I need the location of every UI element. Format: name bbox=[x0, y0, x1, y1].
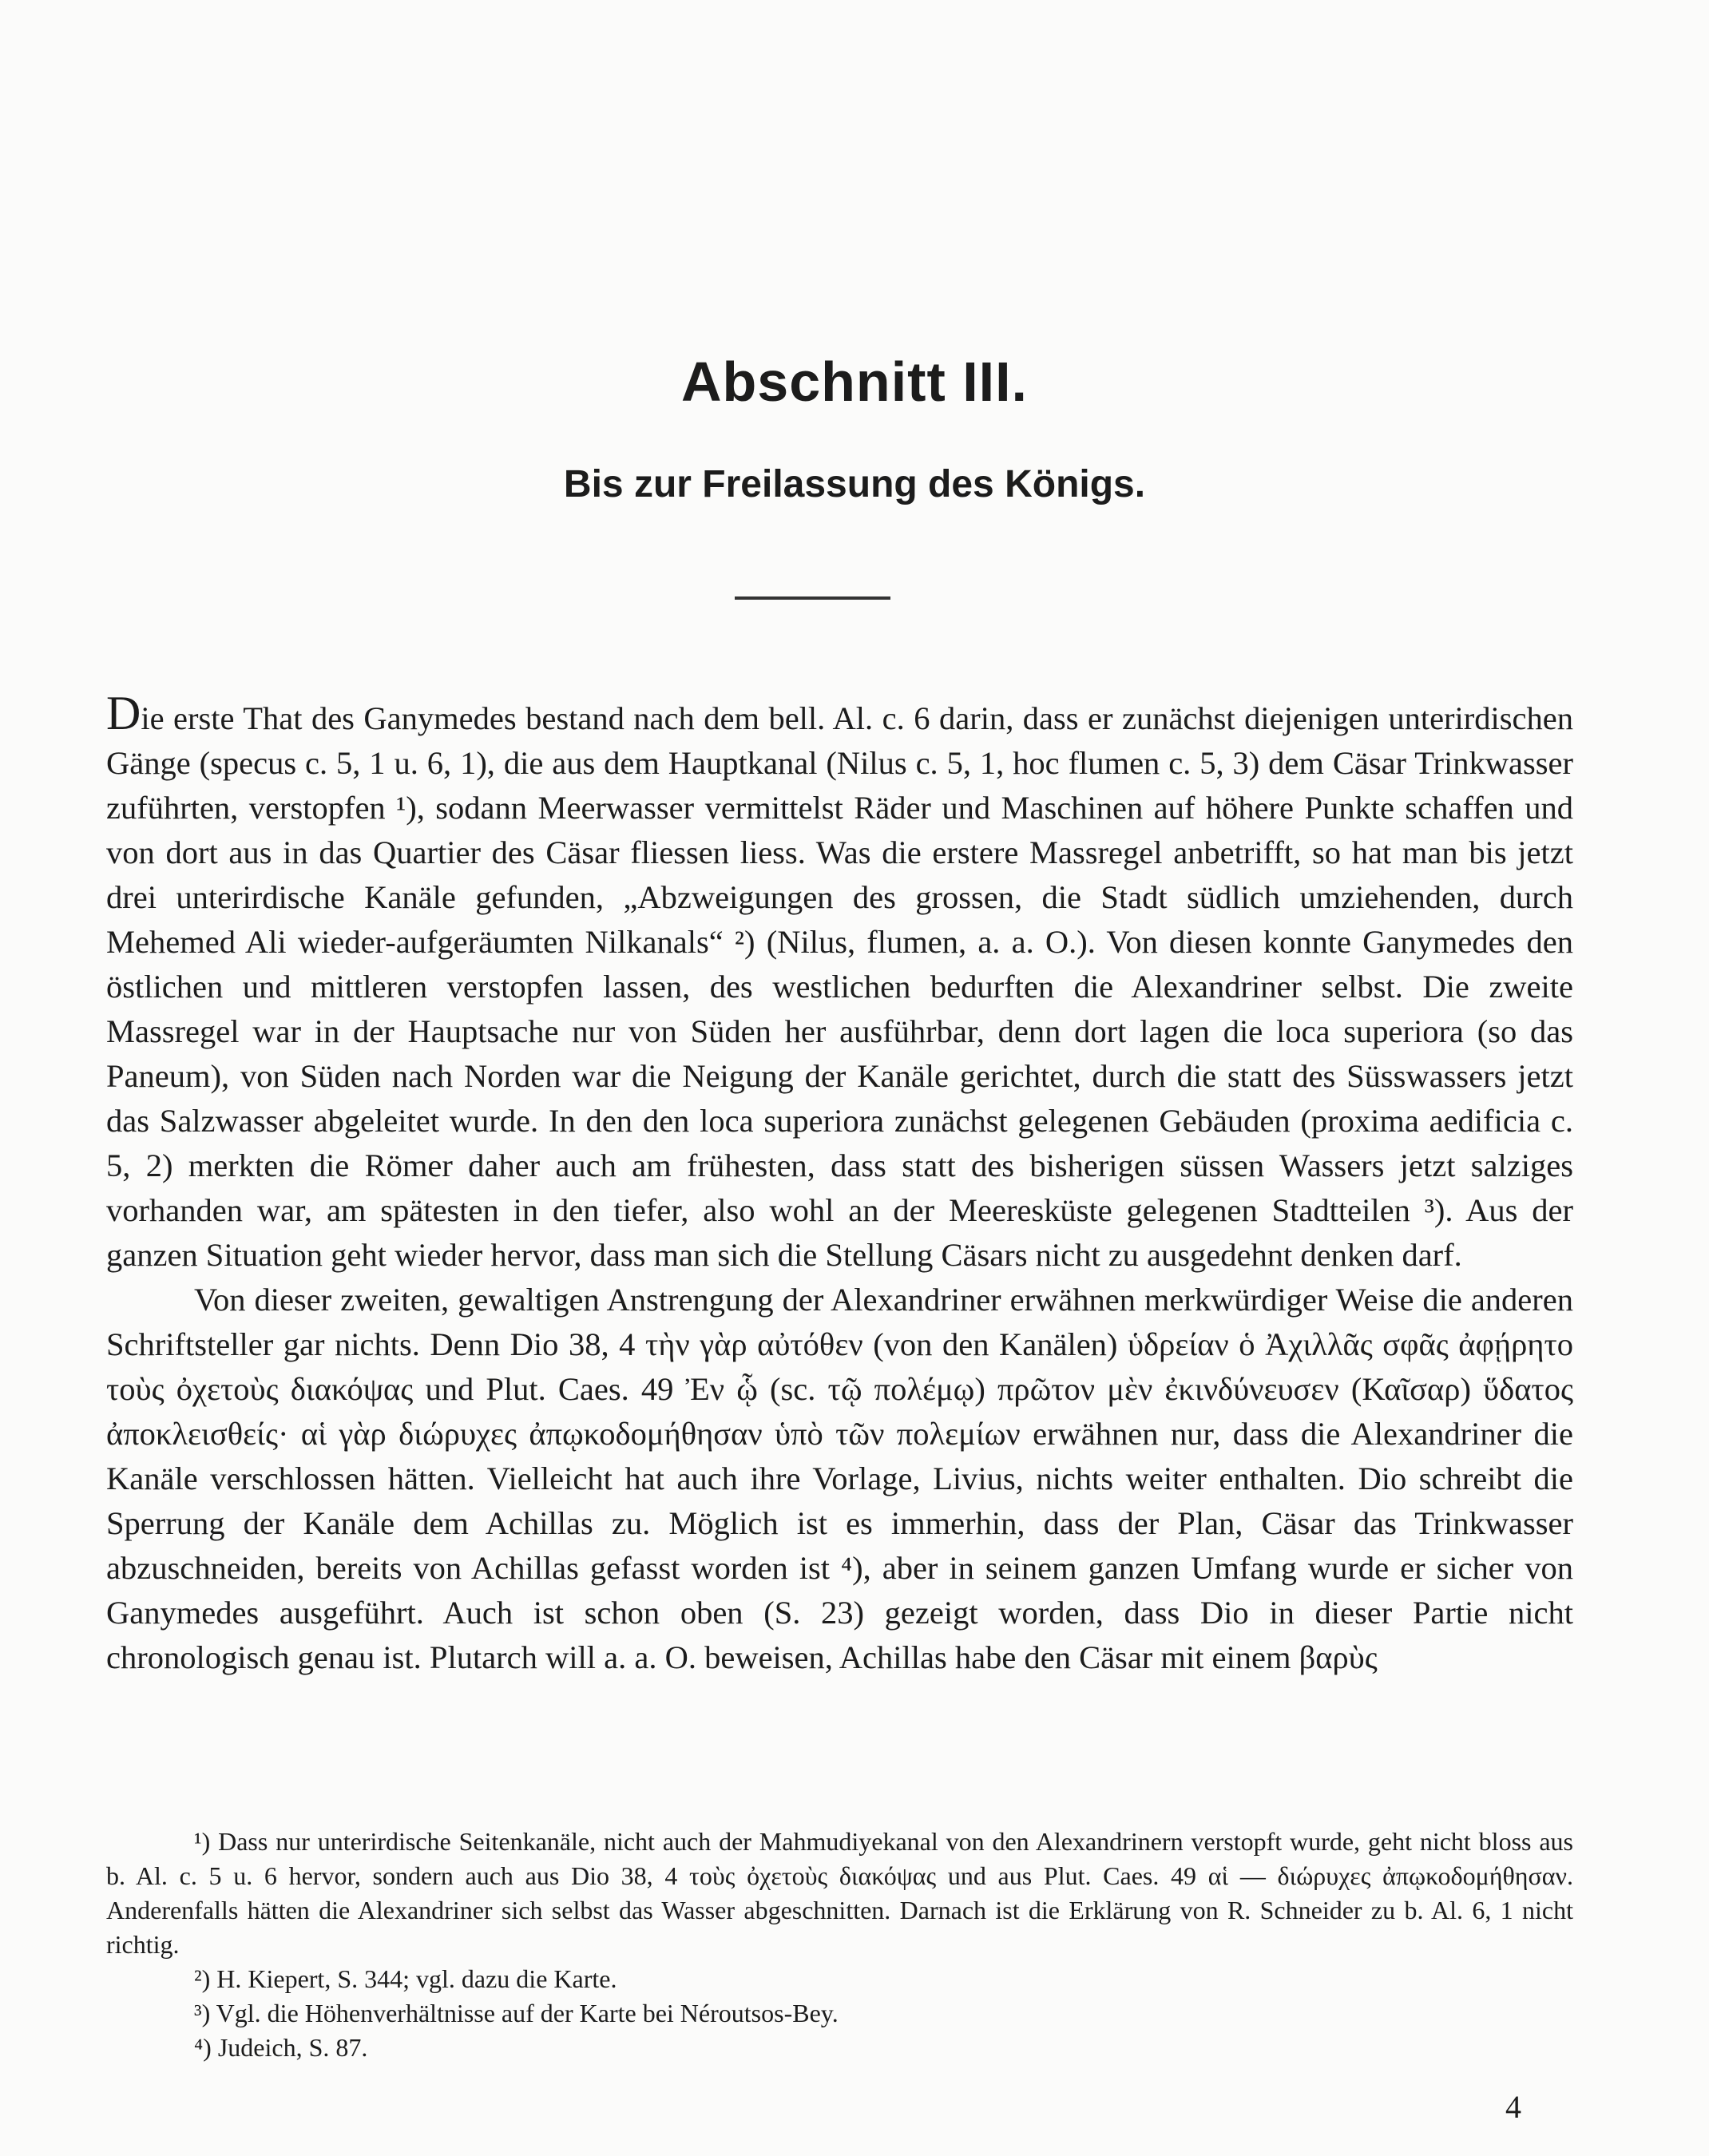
paragraph-1 bbox=[106, 687, 1573, 1278]
section-subtitle: Bis zur Freilassung des Königs. bbox=[563, 463, 1146, 505]
section-title: Abschnitt III. bbox=[681, 351, 1028, 413]
title-divider bbox=[735, 596, 890, 600]
page-number: 4 bbox=[1505, 2089, 1521, 2125]
footnote-3: ³) Vgl. die Höhenverhältnisse auf der Karte bei Néroutsos-Bey. bbox=[194, 1999, 839, 2027]
paragraph-1-text: ie erste That des Ganymedes bestand nach dem bell. Al. c. 6 darin, dass er zunächst diejenigen unterirdischen Gänge (specus c. 5, 1 u. 6, 1), die aus dem Hauptkanal (Nilus c. 5, 1, hoc flumen c. 5, 3) dem Cäsar Trinkwasser zuführten, verstopfen ¹), sodann Meerwasser vermittelst Räder und Maschinen auf höhere Punkte schaffen und von dort aus in das Quartier des Cäsar fliessen liess. Was die erstere Massregel anbetrifft, so hat man bis jetzt drei unterirdische Kanäle gefunden, „Abzweigungen des grossen, die Stadt südlich umziehenden, durch Mehemed Ali wieder-aufgeräumten Nilkanals“ ²) (Nilus, flumen, a. a. O.). Von diesen konnte Ganymedes den östlichen und mittleren verstopfen lassen, des westlichen bedurften die Alexandriner selbst. Die zweite Massregel war in der Hauptsache nur von Süden her ausführbar, denn dort lagen die loca superiora (so das Paneum), von Süden nach Norden war die Neigung der Kanäle gerichtet, durch die statt des Süsswassers jetzt das Salzwasser abgeleitet wurde. In den den loca superiora zunächst gelegenen Gebäuden (proxima aedificia c. 5, 2) merkten die Römer daher auch am frühesten, dass statt des bisherigen süssen Wassers jetzt salziges vorhanden war, am spätesten in den tiefer, also wohl an der Meeresküste gelegenen Stadtteilen ³). Aus der ganzen Situation geht wieder hervor, dass man sich die Stellung Cäsars nicht zu ausgedehnt denken darf. bbox=[106, 700, 1573, 1273]
drop-cap: D bbox=[106, 687, 141, 739]
section-header bbox=[0, 351, 1709, 505]
footnote-1: ¹) Dass nur unterirdische Seitenkanäle, nicht auch der Mahmudiyekanal von den Alexandrinern verstopft wurde, geht nicht bloss aus b. Al. c. 5 u. 6 hervor, sondern auch aus Dio 38, 4 τοὺς ὀχετοὺς διακόψας und aus Plut. Caes. 49 αἱ — διώρυχες ἀπῳκοδομήθησαν. Anderenfalls hätten die Alexandriner sich selbst das Wasser abgeschnitten. Darnach ist die Erklärung von R. Schneider zu b. Al. 6, 1 nicht richtig. bbox=[106, 1827, 1573, 1959]
footnotes bbox=[106, 1825, 1573, 2065]
paragraph-2: Von dieser zweiten, gewaltigen Anstrengung der Alexandriner erwähnen merkwürdiger Weise die anderen Schriftsteller gar nichts. Denn Dio 38, 4 τὴν γὰρ αὐτόθεν (von den Kanälen) ὑδρείαν ὁ Ἀχιλλᾶς σφᾶς ἀφῄρητο τοὺς ὀχετοὺς διακόψας und Plut. Caes. 49 Ἐν ᾧ (sc. τῷ πολέμῳ) πρῶτον μὲν ἐκινδύνευσεν (Καῖσαρ) ὕδατος ἀποκλεισθείς· αἱ γὰρ διώρυχες ἀπῳκοδομήθησαν ὑπὸ τῶν πολεμίων erwähnen nur, dass die Alexandriner die Kanäle verschlossen hätten. Vielleicht hat auch ihre Vorlage, Livius, nichts weiter enthalten. Dio schreibt die Sperrung der Kanäle dem Achillas zu. Möglich ist es immerhin, dass der Plan, Cäsar das Trinkwasser abzuschneiden, bereits von Achillas gefasst worden ist ⁴), aber in seinem ganzen Umfang wurde er sicher von Ganymedes ausgeführt. Auch ist schon oben (S. 23) gezeigt worden, dass Dio in dieser Partie nicht chronologisch genau ist. Plutarch will a. a. O. beweisen, Achillas habe den Cäsar mit einem βαρὺς bbox=[106, 1282, 1573, 1675]
body-text bbox=[106, 687, 1573, 1680]
footnote-2: ²) H. Kiepert, S. 344; vgl. dazu die Karte. bbox=[194, 1964, 617, 1993]
footnote-4: ⁴) Judeich, S. 87. bbox=[194, 2033, 368, 2062]
